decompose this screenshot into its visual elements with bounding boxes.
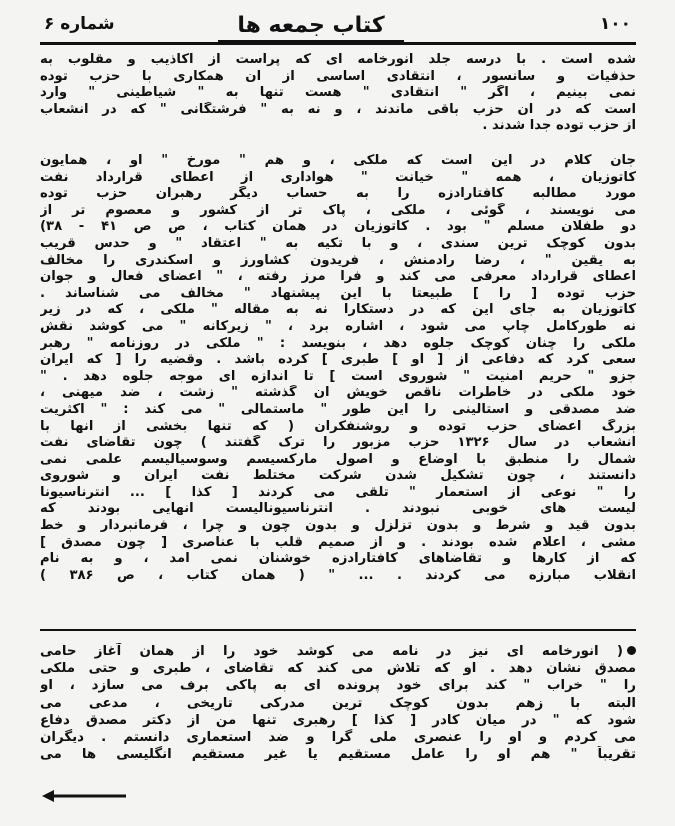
- footnote-line: می کردم و او را عنصری ملی گرا و ضد استعماری دانستم . دیگران: [40, 729, 636, 745]
- text-line: حزب توده [ را ] طبیعتاً با این پیشنهاد " مخالف می شناساند .: [40, 285, 636, 301]
- text-line: نمی بینیم ، اگر " انتقادی " هست تنها به " شیاطینی " وارد: [40, 85, 636, 101]
- text-line: جزو " حریم امنیت " شوروی است ] تا اندازه ای موجه جلوه دهد . ": [40, 368, 636, 384]
- page-number: ۱۰۰: [599, 14, 631, 34]
- text-line: ملکی را چنان کوچک جلوه دهد ، بنویسد : " ملکی در روزنامه " رهبر: [40, 335, 636, 351]
- text-line: نه طورکامل چاپ می شود ، اشاره برد ، " زیرکانه " می کوشد نقش: [40, 318, 636, 334]
- text-line: دو طفلان مسلم " بود . کاتوزیان در همان کتاب ، ص ص ۴۱ - ۳۸): [40, 219, 636, 235]
- footnote-line: مصدق نشان دهد . او که تلاش می کند که تقاضای ، طبری و حتی ملکی: [40, 661, 636, 677]
- text-line: می نویسند ، گوئی ، ملکی ، پاک تر از کشور و معصوم تر از: [40, 202, 636, 218]
- text-line: که از کارها و تقاضاهای کافتارادزه خوشنان نمی آمد ، و به نام: [40, 551, 636, 567]
- bullet-icon: [627, 646, 636, 655]
- text-line: دانستند ، چون تشکیل شدن شرکت مختلط نفت ایران و شوروی: [40, 468, 636, 484]
- issue-label: شماره ۶: [44, 14, 115, 34]
- text-line: خود ملکی در خاطرات ناقص خویش آن گذشته " زشت ، ضد میهنی ،: [40, 385, 636, 401]
- text-line: انشعاب در سال ۱۳۲۶ حزب مزبور را ترک گفتند ) چون تقاضای نفت: [40, 435, 636, 451]
- magazine-logo: کتاب جمعه ها: [218, 10, 404, 43]
- text-line: شده است . با درسه جلد انورخامه ای که پراست از اکاذیب و مقلوب به: [40, 52, 636, 67]
- text-line: شمال را منطبق با اوضاع و اصول مارکسیسم وسوسیالیسم علمی نمی: [40, 451, 636, 467]
- text-line: بدون قید و شرط و بدون تزلزل و بدون چون و چرا ، فرمانبردار و خط: [40, 518, 636, 534]
- text-line: ضد مصدقی و استالینی را این طور " ماستمالی " می کند : " اکثریت: [40, 401, 636, 417]
- text-line: حذفیات و سانسور ، انتقادی اساسی از آن همکاری با حزب توده: [40, 68, 636, 84]
- text-line: است که در آن حزب باقی ماندند ، و نه به " فرشتگانی " که در انشعاب: [40, 101, 636, 117]
- text-line: بدون کوچک ترین سندی ، و با تکیه به " اعتقاد " و حدس قریب: [40, 235, 636, 251]
- text-line: لیست های خوبی نبودند . انترناسیونالیست آنهایی بودند که: [40, 501, 636, 517]
- footnote-line: البته با زهم بدون کوچک ترین مدرکی تاریخی ، مدعی می: [40, 695, 636, 711]
- text-line: انقلاب مبارزه می کردند . ... " ( همان کتاب ، ص ۳۸۶ ): [40, 567, 636, 583]
- paragraph-2: [40, 153, 636, 584]
- footnote-line: شود که " در میان کادر [ کذا ] رهبری تنها من از دکتر مصدق دفاع: [40, 712, 636, 728]
- paragraph-1: [40, 52, 636, 135]
- footnote-line: [40, 643, 636, 660]
- text-line: بزرگ اعضای حزب توده و روشنفکران ( که تنها بخشی از آنها با: [40, 418, 636, 434]
- footnote-line-text: ( انورخامه ای نیز در نامه می کوشد خود را از همان آغاز حامی: [40, 644, 623, 659]
- footnote-line: تقریباً " هم او را عامل مستقیم یا غیر مستقیم انگلیسی ها می: [40, 747, 636, 763]
- text-line: به یقین " ، رضا رادمنش ، فریدون کشاورز و اسکندری را مخالف: [40, 252, 636, 268]
- text-line: را " نوعی از استعمار " تلقی می کردند [ کذا ] ... انترناسیونا: [40, 484, 636, 500]
- text-line: مشی ، اعلام شده بودند . و از صمیم قلب با عناصری [ چون مصدق ]: [40, 534, 636, 550]
- text-line: کاتوزیان ، همه " خیانت " هواداری از اعطای قرارداد نفت: [40, 169, 636, 185]
- text-line: از حزب توده جدا شدند .: [482, 118, 636, 134]
- continue-arrow-icon: [42, 790, 126, 802]
- footnote-rule: [40, 629, 636, 631]
- footnote-line: را " خراب " کند برای خود پرونده ای به پاکی برف می سازد ، او: [40, 678, 636, 694]
- text-line: سعی کرد که دفاعی از [ او ] طبری ] کرده باشد . وقضیه را [ که ایران: [40, 352, 636, 368]
- header-rule: [40, 42, 636, 45]
- text-line: جان کلام در این است که ملکی ، و هم " مورخ " او ، همایون: [40, 153, 636, 168]
- footnote: [40, 643, 636, 763]
- text-line: اعطای قرارداد معرفی می کند و فرا مرز رفته ، " اعضای فعال و جوان: [40, 269, 636, 285]
- text-line: مورد مطالبه کافتارادزه را به حساب دیگر رهبران حزب توده: [40, 186, 636, 202]
- text-line: کاتوزیان به جای این که در دستکارا نه به مقاله " ملکی ، که در زیر: [40, 302, 636, 318]
